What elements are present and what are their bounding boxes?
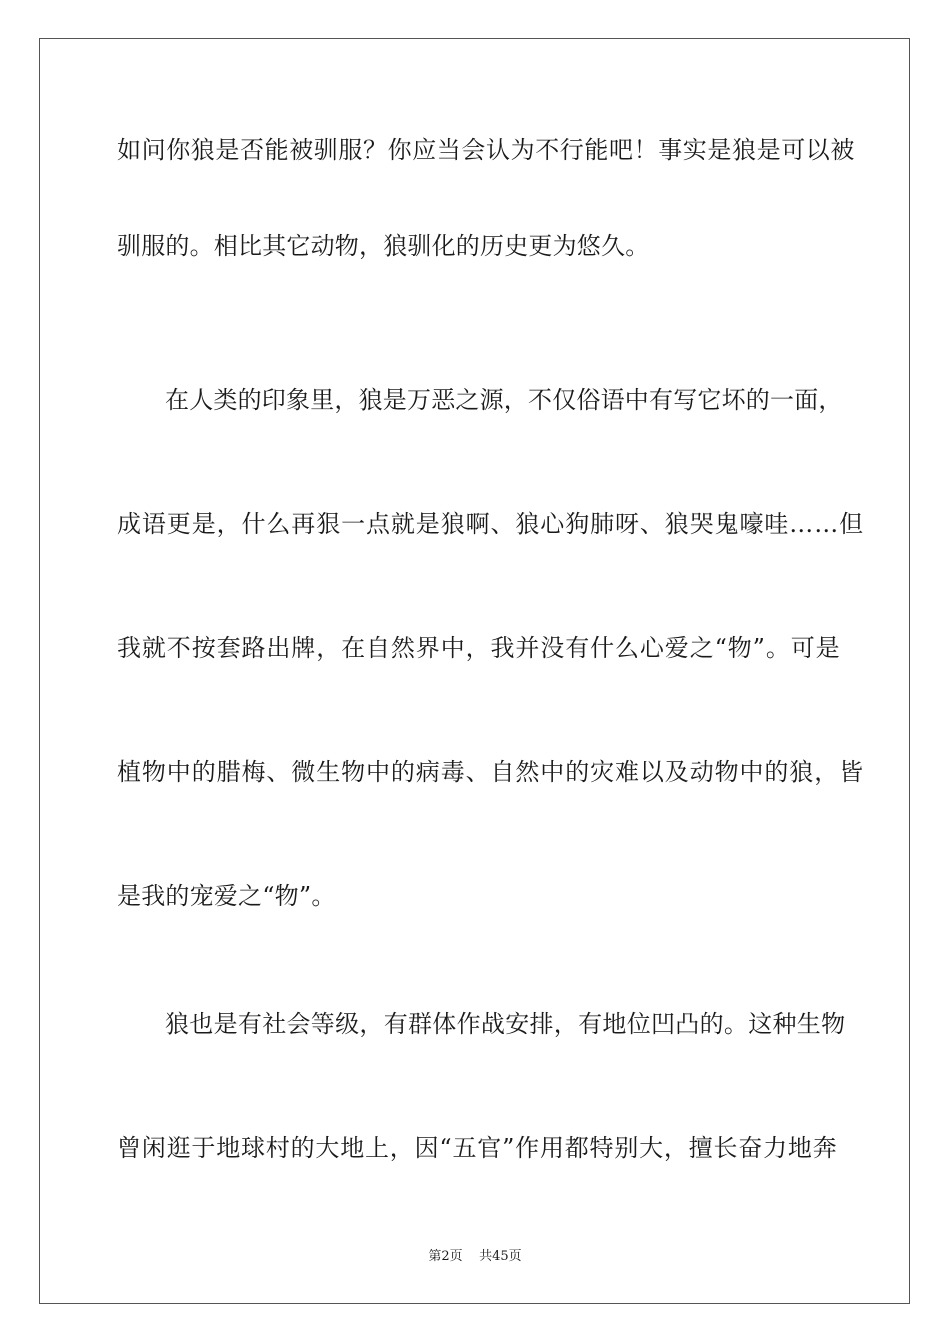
paragraph-line: 是我的宠爱之“物”。	[117, 882, 336, 910]
page-total: 共45页	[479, 1249, 522, 1264]
paragraph-line: 成语更是，什么再狠一点就是狼啊、狼心狗肺呀、狼哭鬼嚎哇……但	[117, 510, 864, 538]
paragraph-line: 植物中的腊梅、微生物中的病毒、自然中的灾难以及动物中的狼，皆	[117, 758, 864, 786]
paragraph-line: 我就不按套路出牌，在自然界中，我并没有什么心爱之“物”。可是	[117, 634, 841, 662]
page-number: 第2页	[428, 1249, 463, 1264]
paragraph-line: 驯服的。相比其它动物，狼驯化的历史更为悠久。	[117, 232, 650, 260]
paragraph-line: 狼也是有社会等级，有群体作战安排，有地位凹凸的。这种生物	[165, 1010, 846, 1038]
paragraph-line: 曾闲逛于地球村的大地上，因“五官”作用都特别大，擅长奋力地奔	[117, 1134, 838, 1162]
page-footer	[0, 1248, 950, 1266]
page-border	[39, 38, 910, 1304]
paragraph-line: 如问你狼是否能被驯服？你应当会认为不行能吧！事实是狼是可以被	[117, 136, 855, 164]
paragraph-line: 在人类的印象里，狼是万恶之源，不仅俗语中有写它坏的一面，	[165, 386, 843, 414]
